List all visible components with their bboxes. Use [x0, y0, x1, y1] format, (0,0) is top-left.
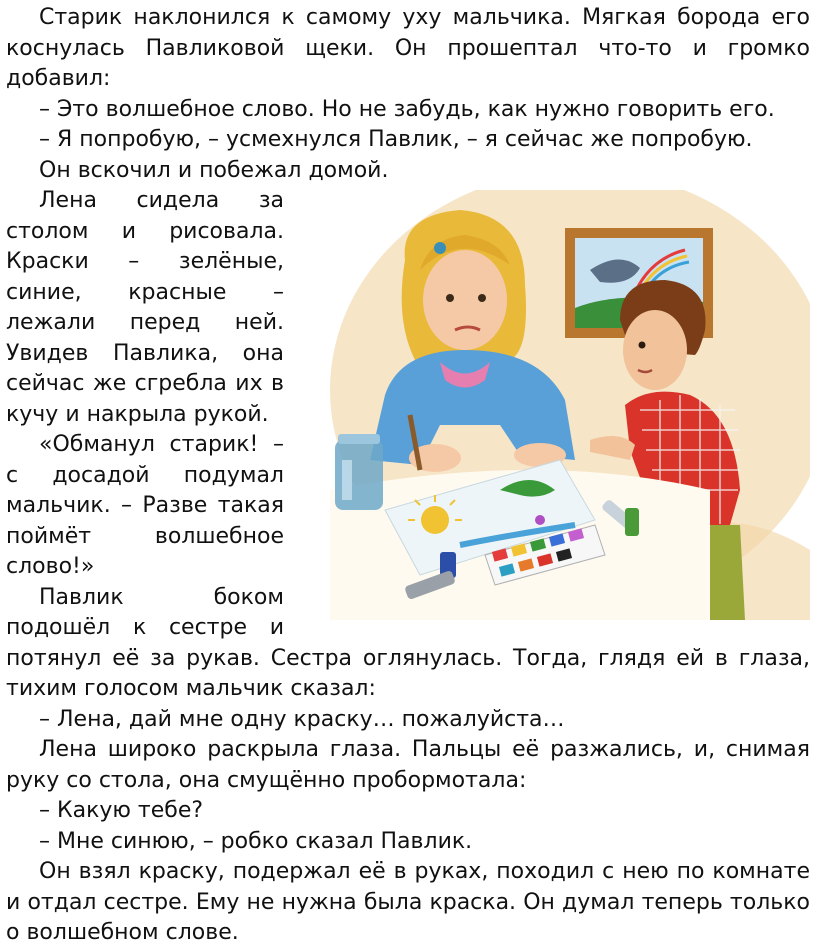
paragraph-9: Лена широко раскрыла глаза. Пальцы её разжались, и, снимая руку со стола, она смущённо пробормотала:	[6, 737, 810, 793]
paragraph-4: Он вскочил и побежал домой.	[39, 157, 389, 183]
paragraph-7: Павлик боком подошёл к сестре и потянул её за рукав. Сестра оглянулась. Тогда, глядя ей в глаза, тихим голосом мальчик сказал:	[6, 584, 810, 701]
paragraph-2: – Это волшебное слово. Но не забудь, как нужно говорить его.	[39, 96, 775, 122]
paragraph-3: – Я попробую, – усмехнулся Павлик, – я сейчас же попробую.	[39, 127, 753, 152]
paragraph-12: Он взял краску, подержал её в руках, походил с нею по комнате и отдал сестре. Ему не нужна была краска. Он думал теперь только о волшебном слове.	[6, 859, 810, 945]
paragraph-5: Лена сидела за столом и рисовала. Краски – зелёные, синие, красные – лежали перед ней. Увидев Павлика, она сейчас же сгребла их в кучу и накрыла рукой.	[6, 188, 284, 427]
paragraph-10: – Какую тебе?	[39, 798, 204, 823]
paragraph-11: – Мне синюю, – робко сказал Павлик.	[39, 828, 473, 854]
children-painting-illustration	[290, 190, 810, 620]
paragraph-6: «Обманул старик! – с досадой подумал мальчик. – Разве такая поймёт волшебное слово!»	[6, 432, 284, 579]
paragraph-1: Старик наклонился к самому уху мальчика. Мягкая борода его коснулась Павликовой щеки. Он прошептал что-то и громко добавил:	[6, 5, 810, 91]
water-jar	[335, 434, 383, 510]
paragraph-8: – Лена, дай мне одну краску… пожалуйста…	[39, 706, 565, 732]
